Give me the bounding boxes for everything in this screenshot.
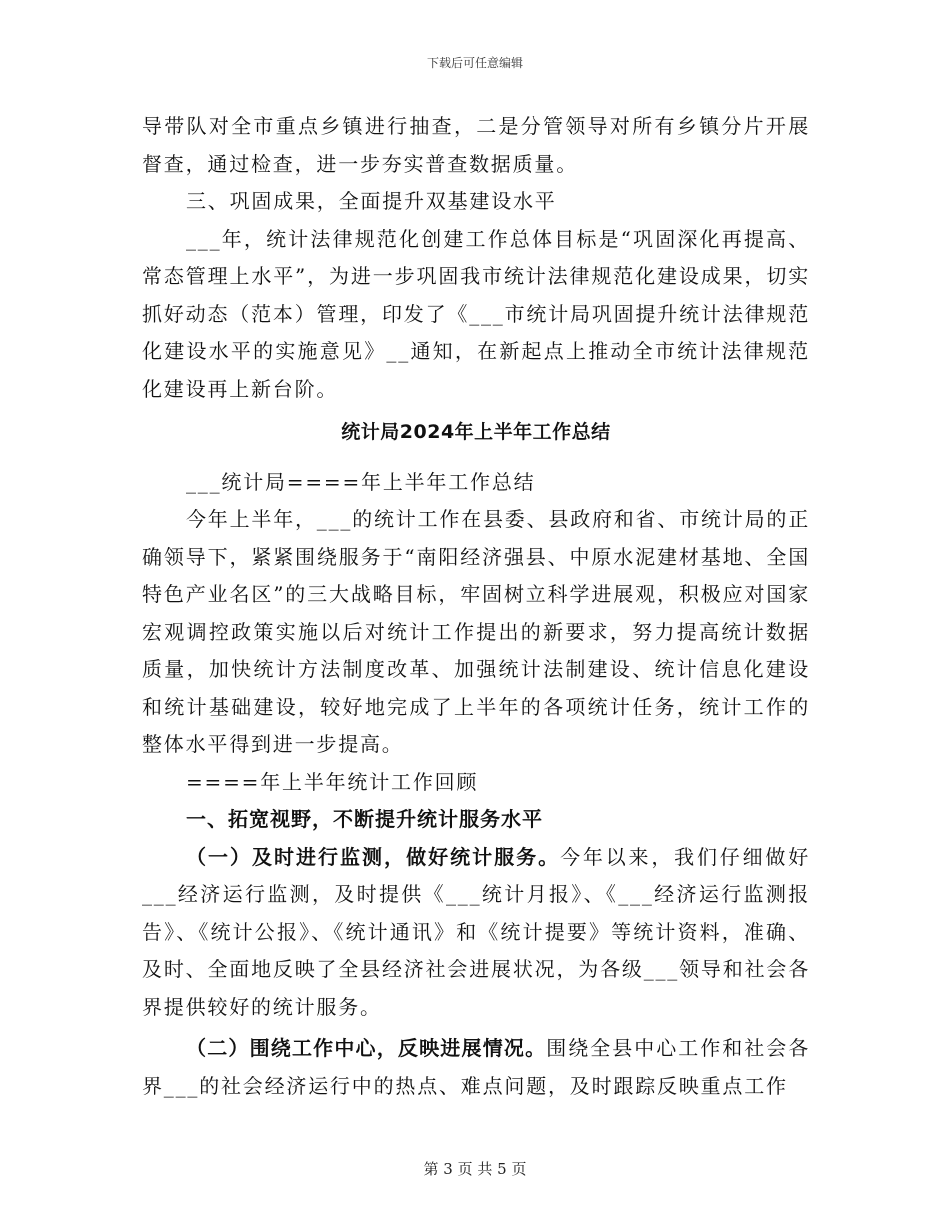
page-footer: 第 3 页 共 5 页 bbox=[423, 1160, 527, 1178]
paragraph-item-1 bbox=[142, 839, 810, 1027]
page-header: 下载后可任意编辑 bbox=[426, 56, 523, 70]
item-2-text: 围绕全县中心工作和社会各界___的社会经济运行中的热点、难点问题，及时跟踪反映重点工作 bbox=[142, 1036, 810, 1098]
document-subtitle: ___统计局====年上半年工作总结 bbox=[186, 469, 536, 494]
document-body bbox=[142, 108, 810, 1105]
item-2-lead: （二）围绕工作中心，反映进展情况。 bbox=[186, 1036, 547, 1060]
paragraph-intro: 今年上半年，___的统计工作在县委、县政府和省、市统计局的正确领导下，紧紧围绕服务于“南阳经济强县、中原水泥建材基地、全国特色产业名区”的三大战略目标，牢固树立科学进展观，积极应对国家宏观调控政策实施以后对统计工作提出的新要求，努力提高统计数据质量，加快统计方法制度改革、加强统计法制建设、统计信息化建设和统计基础建设，较好地完成了上半年的各项统计任务，统计工作的整体水平得到进一步提高。 bbox=[142, 507, 810, 756]
paragraph-legal-norms: ___年，统计法律规范化创建工作总体目标是“巩固深化再提高、常态管理上水平”，为进一步巩固我市统计法律规范化建设成果，切实抓好动态（范本）管理，印发了《___市统计局巩固提升统计法律规范化建设水平的实施意见》__通知，在新起点上推动全市统计法律规范化建设再上新台阶。 bbox=[142, 226, 810, 401]
document-title: 统计局2024年上半年工作总结 bbox=[341, 421, 611, 443]
item-1-lead: （一）及时进行监测，做好统计服务。 bbox=[186, 844, 561, 869]
item-1-text: 今年以来，我们仔细做好___经济运行监测，及时提供《___统计月报》、《___经济运行监测报告》、《统计公报》、《统计通讯》和《统计提要》等统计资料，准确、及时、全面地反映了全县经济社会进展状况，为各级___领导和社会各界提供较好的统计服务。 bbox=[142, 844, 810, 1019]
paragraph-review: ====年上半年统计工作回顾 bbox=[186, 769, 479, 794]
paragraph-continued: 导带队对全市重点乡镇进行抽查，二是分管领导对所有乡镇分片开展督查，通过检查，进一步夯实普查数据质量。 bbox=[142, 114, 810, 176]
section-heading-3: 三、巩固成果，全面提升双基建设水平 bbox=[186, 189, 557, 213]
paragraph-item-2 bbox=[142, 1030, 810, 1105]
section-heading-1: 一、拓宽视野，不断提升统计服务水平 bbox=[186, 807, 543, 831]
